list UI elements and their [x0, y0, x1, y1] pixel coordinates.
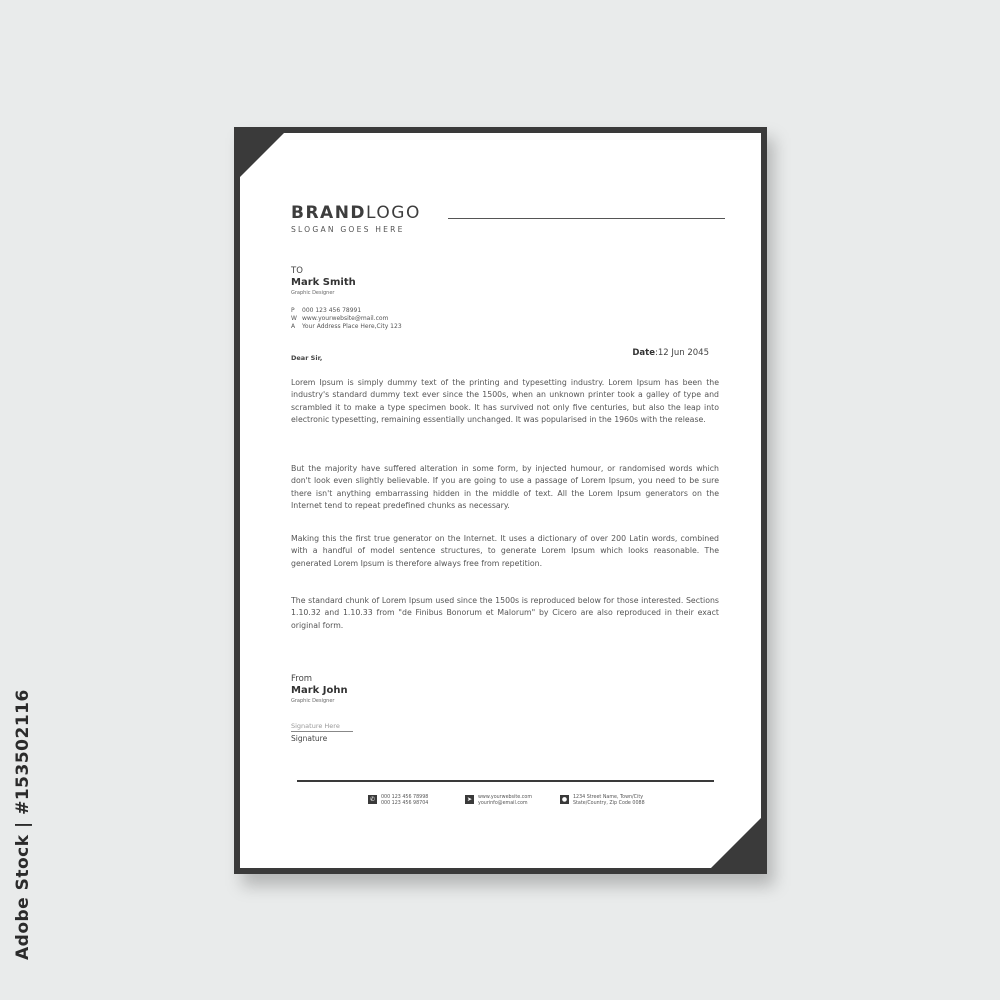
corner-decoration-bottom-right [711, 818, 761, 868]
brand-slogan: SLOGAN GOES HERE [291, 225, 405, 234]
body-paragraph: The standard chunk of Lorem Ipsum used since the 1500s is reproduced below for those interested. Sections 1.10.32 and 1.10.33 from "de Finibus Bonorum et Malorum" by Cicero are also reproduced in their exact original form. [291, 596, 719, 630]
recipient-name: Mark Smith [291, 277, 356, 288]
signature-line: Signature Here [291, 722, 353, 732]
send-icon: ➤ [466, 796, 473, 803]
footer-web-text [478, 795, 532, 806]
location-pin-icon: ● [561, 796, 568, 803]
footer-address-line: State/Country, Zip Code 0088 [573, 800, 645, 806]
signature-caption: Signature [291, 734, 328, 743]
contact-key: W [291, 315, 297, 322]
contact-key: P [291, 307, 295, 314]
date-value: :12 Jun 2045 [655, 348, 709, 358]
stock-id-watermark: Adobe Stock | #153502116 [13, 689, 33, 960]
contact-value: Your Address Place Here,City 123 [302, 323, 402, 330]
footer-phone-line: 000 123 456 98704 [381, 800, 429, 806]
sender-name: Mark John [291, 685, 348, 696]
to-label: TO [291, 266, 303, 276]
recipient-contact-list [291, 307, 402, 331]
brand-logo [291, 203, 421, 234]
contact-value: 000 123 456 78991 [302, 307, 362, 314]
footer-address [560, 795, 645, 806]
footer-phone [368, 795, 428, 806]
letterhead-sheet [234, 127, 767, 874]
header-divider [448, 218, 725, 219]
brand-logo-light: LOGO [366, 203, 421, 223]
from-label: From [291, 674, 313, 684]
body-paragraph: Lorem Ipsum is simply dummy text of the printing and typesetting industry. Lorem Ipsum has been the industry's standard dummy text ever since the 1500s, when an unknown printer took a galley of type and scrambled it to make a type specimen book. It has survived not only five centuries, but also the leap into electronic typesetting, remaining essentially unchanged. It was popularised in the 1960s with the release. [291, 378, 719, 425]
contact-website [291, 315, 402, 323]
footer-web-line: www.yourwebsite.com [478, 795, 532, 800]
letterhead-paper [240, 133, 761, 868]
recipient-title: Graphic Designer [291, 290, 335, 296]
letter-date [632, 348, 709, 358]
brand-logo-bold: BRAND [291, 203, 367, 223]
salutation: Dear Sir, [291, 354, 323, 362]
footer-web [465, 795, 532, 806]
corner-decoration-top-left [240, 133, 284, 177]
footer-phone-text [381, 795, 428, 806]
contact-address [291, 323, 402, 331]
contact-phone [291, 307, 402, 315]
footer-address-text [573, 795, 645, 806]
phone-icon: ✆ [369, 796, 376, 803]
contact-key: A [291, 323, 296, 330]
footer-web-line: yourinfo@email.com [478, 800, 528, 806]
footer-address-line: 1234 Street Name, Town/City [573, 795, 644, 800]
body-paragraph: But the majority have suffered alteration in some form, by injected humour, or randomised words which don't look even slightly believable. If you are going to use a passage of Lorem Ipsum, you need to be sure there isn't anything embarrassing hidden in the middle of text. All the Lorem Ipsum generators on the Internet tend to repeat predefined chunks as necessary. [291, 464, 719, 511]
sender-title: Graphic Designer [291, 698, 335, 704]
date-label: Date [632, 348, 655, 358]
footer-phone-line: 000 123 456 78998 [381, 795, 429, 800]
contact-value: www.yourwebsite@mail.com [302, 315, 389, 322]
body-paragraph: Making this the first true generator on the Internet. It uses a dictionary of over 200 Latin words, combined with a handful of model sentence structures, to generate Lorem Ipsum which looks reasonable. The generated Lorem Ipsum is therefore always free from repetition. [291, 534, 719, 568]
footer-divider [297, 780, 714, 782]
brand-logo-wordmark [291, 203, 421, 223]
